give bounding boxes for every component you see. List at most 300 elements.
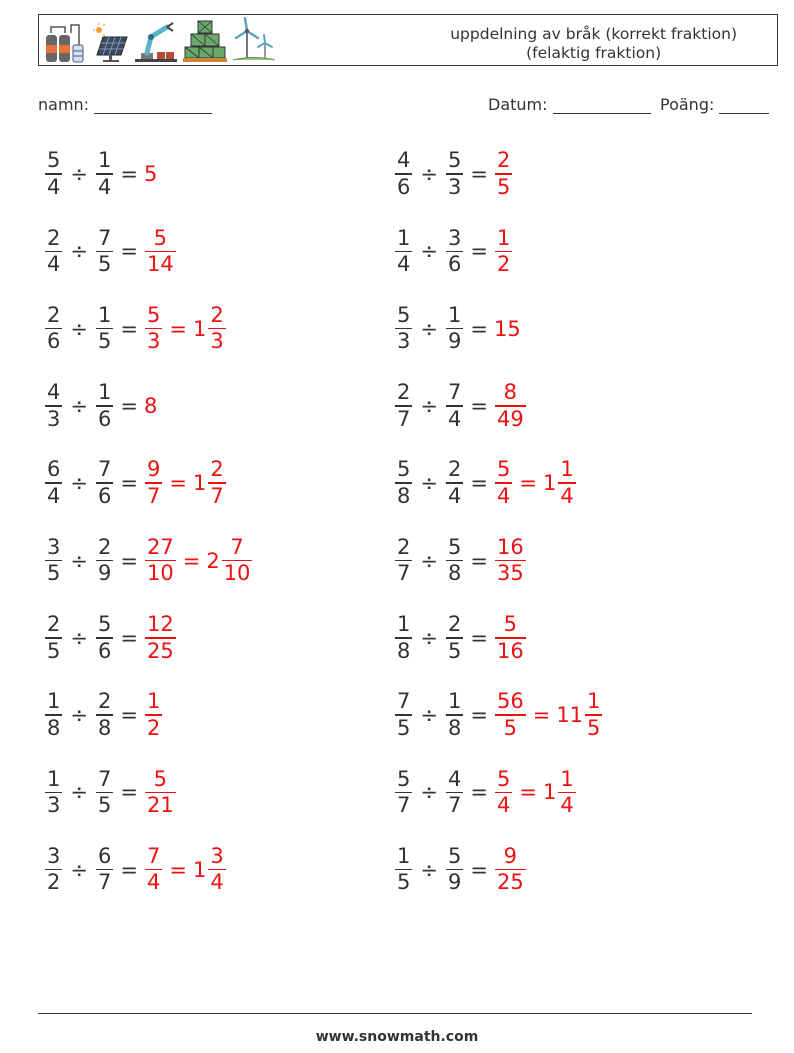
dividend-denominator: 4 <box>47 483 61 508</box>
answer <box>494 689 603 741</box>
divisor-denominator: 4 <box>447 406 462 431</box>
answer <box>144 226 177 278</box>
problem-3 <box>44 219 177 283</box>
divisor-numerator: 3 <box>447 225 462 250</box>
mixed-number-whole: 11 <box>556 703 584 728</box>
answer-numerator: 9 <box>146 457 161 482</box>
answer-equals-sign: = <box>182 548 201 573</box>
robot-arm-icon <box>135 19 177 63</box>
dividend-denominator: 8 <box>397 483 411 508</box>
mixed-number-numerator: 7 <box>230 534 244 559</box>
date-line[interactable] <box>553 97 651 114</box>
mixed-number-fraction <box>208 303 225 355</box>
dividend-numerator: 5 <box>47 148 61 173</box>
problem-18 <box>394 760 577 824</box>
gas-tanks-icon <box>43 23 87 63</box>
problem-12 <box>394 529 527 593</box>
equals-sign: = <box>120 316 138 341</box>
answer-numerator: 5 <box>153 766 168 791</box>
divisor-fraction <box>96 303 113 355</box>
dividend-numerator: 2 <box>397 534 411 559</box>
problem-17 <box>44 760 177 824</box>
dividend-numerator: 2 <box>47 612 61 637</box>
warehouse-crates-icon <box>183 19 227 63</box>
answer-numerator: 5 <box>496 457 511 482</box>
dividend-denominator: 8 <box>47 715 61 740</box>
divisor-fraction <box>96 148 113 200</box>
answer <box>144 767 177 819</box>
answer-denominator: 5 <box>496 174 511 199</box>
mixed-number-fraction <box>208 844 225 896</box>
problem-15 <box>44 683 163 747</box>
divisor-fraction <box>96 457 113 509</box>
problem-14 <box>394 606 527 670</box>
answer-fraction <box>495 457 512 509</box>
equals-sign: = <box>470 857 488 882</box>
answer-denominator: 2 <box>496 252 511 277</box>
mixed-number-denominator: 4 <box>210 870 224 895</box>
problem-4 <box>394 219 513 283</box>
dividend-denominator: 4 <box>397 252 411 277</box>
equals-sign: = <box>120 162 138 186</box>
answer-numerator: 16 <box>496 534 524 559</box>
divide-operator: ÷ <box>70 471 88 496</box>
answer <box>144 394 157 418</box>
answer <box>494 148 513 200</box>
dividend-numerator: 4 <box>47 380 61 405</box>
answer <box>494 535 527 587</box>
answer-numerator: 5 <box>153 225 168 250</box>
divisor-numerator: 4 <box>447 766 462 791</box>
problem-7 <box>44 374 157 438</box>
answer-denominator: 25 <box>146 638 174 663</box>
divisor-fraction <box>446 148 463 200</box>
mixed-number-denominator: 7 <box>210 483 224 508</box>
mixed-number-fraction <box>558 767 575 819</box>
answer <box>494 226 513 278</box>
equals-sign: = <box>120 625 138 650</box>
mixed-number-denominator: 5 <box>587 715 601 740</box>
divisor-denominator: 9 <box>447 329 462 354</box>
answer-equals-sign: = <box>519 780 537 805</box>
divisor-denominator: 5 <box>97 329 112 354</box>
title-line-2: (felaktig fraktion) <box>526 44 662 62</box>
equals-sign: = <box>120 471 138 496</box>
divisor-fraction <box>446 689 463 741</box>
mixed-number-denominator: 4 <box>560 483 574 508</box>
divide-operator: ÷ <box>70 393 88 418</box>
title-line-1: uppdelning av bråk (korrekt fraktion) <box>450 25 737 43</box>
dividend-denominator: 5 <box>397 870 411 895</box>
divisor-fraction <box>96 226 113 278</box>
dividend-numerator: 7 <box>397 689 411 714</box>
dividend-denominator: 5 <box>47 561 61 586</box>
answer <box>494 457 577 509</box>
mixed-number-denominator: 10 <box>223 561 251 586</box>
answer-fraction <box>495 767 512 819</box>
divisor-fraction <box>446 380 463 432</box>
dividend-fraction <box>45 380 62 432</box>
answer-numerator: 5 <box>496 766 511 791</box>
equals-sign: = <box>470 316 488 341</box>
answer-equals-sign: = <box>519 471 537 496</box>
problem-8 <box>394 374 527 438</box>
answer-numerator: 5 <box>503 612 518 637</box>
divide-operator: ÷ <box>70 703 88 728</box>
answer-equals-sign: = <box>169 316 187 341</box>
mixed-number-whole: 1 <box>542 471 557 496</box>
dividend-numerator: 3 <box>47 843 61 868</box>
answer <box>144 303 227 355</box>
divisor-numerator: 7 <box>97 225 112 250</box>
problem-19 <box>44 838 227 902</box>
answer-numerator: 56 <box>496 689 524 714</box>
dividend-denominator: 4 <box>47 174 61 199</box>
problem-6 <box>394 297 521 361</box>
divisor-fraction <box>446 535 463 587</box>
divisor-fraction <box>96 767 113 819</box>
dividend-denominator: 3 <box>47 793 61 818</box>
answer-denominator: 2 <box>146 715 161 740</box>
divisor-numerator: 5 <box>447 843 462 868</box>
answer-denominator: 16 <box>496 638 524 663</box>
answer-numerator: 7 <box>146 843 161 868</box>
divisor-numerator: 1 <box>97 380 112 405</box>
divisor-denominator: 4 <box>97 174 112 199</box>
divide-operator: ÷ <box>420 780 438 805</box>
mixed-number-denominator: 3 <box>210 329 224 354</box>
dividend-denominator: 7 <box>397 561 411 586</box>
solar-panel-icon <box>93 23 129 63</box>
divisor-fraction <box>96 689 113 741</box>
dividend-numerator: 2 <box>47 225 61 250</box>
dividend-denominator: 2 <box>47 870 61 895</box>
answer <box>494 380 527 432</box>
answer-fraction <box>145 457 162 509</box>
dividend-fraction <box>395 844 412 896</box>
dividend-numerator: 2 <box>47 302 61 327</box>
answer-fraction <box>495 844 526 896</box>
score-field[interactable] <box>660 95 769 114</box>
answer-denominator: 3 <box>146 329 161 354</box>
dividend-denominator: 7 <box>397 793 411 818</box>
answer <box>494 844 527 896</box>
answer-fraction <box>145 226 176 278</box>
mixed-number-fraction <box>558 457 575 509</box>
problem-2 <box>394 142 513 206</box>
answer-whole-number: 8 <box>143 393 158 418</box>
divisor-fraction <box>446 767 463 819</box>
divisor-denominator: 8 <box>447 715 462 740</box>
equals-sign: = <box>120 548 138 573</box>
answer-denominator: 21 <box>146 793 174 818</box>
answer-numerator: 27 <box>146 534 174 559</box>
dividend-denominator: 3 <box>47 406 61 431</box>
dividend-denominator: 8 <box>397 638 411 663</box>
dividend-denominator: 3 <box>397 329 411 354</box>
divisor-denominator: 5 <box>97 793 112 818</box>
divide-operator: ÷ <box>420 162 438 186</box>
problem-1 <box>44 142 157 206</box>
equals-sign: = <box>120 703 138 728</box>
answer <box>144 612 177 664</box>
dividend-fraction <box>45 148 62 200</box>
problem-9 <box>44 451 227 515</box>
dividend-denominator: 5 <box>47 638 61 663</box>
answer-fraction <box>495 535 526 587</box>
dividend-numerator: 1 <box>47 766 61 791</box>
dividend-numerator: 1 <box>397 225 411 250</box>
problem-16 <box>394 683 603 747</box>
divisor-fraction <box>96 844 113 896</box>
divisor-denominator: 3 <box>447 174 462 199</box>
answer-fraction <box>495 226 512 278</box>
mixed-number-numerator: 2 <box>210 302 224 327</box>
divide-operator: ÷ <box>70 857 88 882</box>
answer-fraction <box>145 689 162 741</box>
dividend-fraction <box>45 457 62 509</box>
divisor-numerator: 2 <box>447 612 462 637</box>
divisor-denominator: 9 <box>447 870 462 895</box>
divisor-denominator: 5 <box>97 252 112 277</box>
answer-denominator: 14 <box>146 252 174 277</box>
answer-fraction <box>145 612 176 664</box>
dividend-fraction <box>395 148 412 200</box>
problem-20 <box>394 838 527 902</box>
equals-sign: = <box>470 780 488 805</box>
dividend-fraction <box>395 303 412 355</box>
answer-fraction <box>495 148 512 200</box>
mixed-number-whole: 1 <box>192 471 207 496</box>
answer-fraction <box>495 380 526 432</box>
divisor-fraction <box>96 380 113 432</box>
answer <box>144 844 227 896</box>
name-line[interactable] <box>94 97 212 114</box>
divisor-numerator: 2 <box>447 457 462 482</box>
answer-denominator: 5 <box>503 715 518 740</box>
divisor-fraction <box>96 535 113 587</box>
divisor-numerator: 7 <box>97 766 112 791</box>
equals-sign: = <box>120 780 138 805</box>
answer-equals-sign: = <box>169 857 187 882</box>
dividend-numerator: 1 <box>47 689 61 714</box>
answer-numerator: 8 <box>503 380 518 405</box>
mixed-number-numerator: 1 <box>587 689 601 714</box>
divisor-numerator: 5 <box>97 612 112 637</box>
divisor-numerator: 2 <box>97 534 112 559</box>
dividend-fraction <box>45 767 62 819</box>
answer <box>144 162 157 186</box>
dividend-fraction <box>395 226 412 278</box>
equals-sign: = <box>120 393 138 418</box>
dividend-denominator: 5 <box>397 715 411 740</box>
divisor-numerator: 5 <box>447 534 462 559</box>
answer-whole-number: 5 <box>143 162 158 186</box>
score-line[interactable] <box>719 97 769 114</box>
divide-operator: ÷ <box>420 239 438 264</box>
footer-site: www.snowmath.com <box>315 1029 479 1045</box>
divide-operator: ÷ <box>70 316 88 341</box>
divide-operator: ÷ <box>70 548 88 573</box>
mixed-number-numerator: 1 <box>560 457 574 482</box>
divisor-denominator: 6 <box>97 406 112 431</box>
dividend-fraction <box>45 844 62 896</box>
equals-sign: = <box>120 857 138 882</box>
answer-numerator: 9 <box>503 843 518 868</box>
divide-operator: ÷ <box>420 316 438 341</box>
dividend-fraction <box>45 612 62 664</box>
answer <box>144 535 253 587</box>
divisor-denominator: 9 <box>97 561 112 586</box>
divide-operator: ÷ <box>70 780 88 805</box>
date-label: Datum: <box>488 95 548 114</box>
divisor-numerator: 1 <box>447 302 462 327</box>
divide-operator: ÷ <box>420 703 438 728</box>
date-field[interactable] <box>488 95 651 114</box>
answer <box>494 767 577 819</box>
divide-operator: ÷ <box>420 471 438 496</box>
dividend-numerator: 5 <box>397 457 411 482</box>
mixed-number-whole: 1 <box>192 316 207 341</box>
answer-numerator: 1 <box>146 689 161 714</box>
problem-5 <box>44 297 227 361</box>
wind-turbine-icon <box>233 17 275 63</box>
answer <box>494 612 527 664</box>
answer-fraction <box>145 303 162 355</box>
equals-sign: = <box>470 162 488 186</box>
dividend-numerator: 5 <box>397 302 411 327</box>
mixed-number-whole: 1 <box>542 780 557 805</box>
divisor-numerator: 2 <box>97 689 112 714</box>
dividend-fraction <box>395 612 412 664</box>
problem-10 <box>394 451 577 515</box>
answer-denominator: 35 <box>496 561 524 586</box>
divisor-fraction <box>96 612 113 664</box>
answer-denominator: 7 <box>146 483 161 508</box>
answer-numerator: 2 <box>496 148 511 173</box>
divisor-fraction <box>446 303 463 355</box>
dividend-numerator: 4 <box>397 148 411 173</box>
dividend-fraction <box>45 226 62 278</box>
answer-fraction <box>495 612 526 664</box>
dividend-denominator: 7 <box>397 406 411 431</box>
answer-fraction <box>145 535 176 587</box>
divisor-denominator: 8 <box>447 561 462 586</box>
equals-sign: = <box>470 471 488 496</box>
divide-operator: ÷ <box>420 548 438 573</box>
score-label: Poäng: <box>660 95 715 114</box>
divide-operator: ÷ <box>70 625 88 650</box>
answer <box>494 317 521 341</box>
mixed-number-denominator: 4 <box>560 793 574 818</box>
dividend-fraction <box>395 689 412 741</box>
equals-sign: = <box>470 703 488 728</box>
dividend-fraction <box>395 535 412 587</box>
divide-operator: ÷ <box>420 625 438 650</box>
header-box <box>38 14 778 66</box>
divisor-fraction <box>446 844 463 896</box>
answer-denominator: 4 <box>496 793 511 818</box>
answer-numerator: 5 <box>146 302 161 327</box>
dividend-numerator: 1 <box>397 612 411 637</box>
dividend-fraction <box>45 303 62 355</box>
divide-operator: ÷ <box>70 239 88 264</box>
answer-whole-number: 15 <box>493 316 521 341</box>
footer-divider <box>38 1013 752 1014</box>
mixed-number-numerator: 1 <box>560 766 574 791</box>
answer-equals-sign: = <box>532 703 551 728</box>
equals-sign: = <box>470 548 488 573</box>
divisor-numerator: 5 <box>447 148 462 173</box>
divide-operator: ÷ <box>70 162 88 186</box>
mixed-number-fraction <box>222 535 253 587</box>
divisor-numerator: 1 <box>97 302 112 327</box>
mixed-number-numerator: 3 <box>210 843 224 868</box>
dividend-numerator: 5 <box>397 766 411 791</box>
divisor-fraction <box>446 226 463 278</box>
divide-operator: ÷ <box>420 393 438 418</box>
divisor-numerator: 6 <box>97 843 112 868</box>
divisor-fraction <box>446 457 463 509</box>
name-label: namn: <box>38 95 90 114</box>
equals-sign: = <box>470 239 488 264</box>
mixed-number-whole: 2 <box>206 548 220 573</box>
answer-fraction <box>145 844 162 896</box>
divisor-denominator: 6 <box>97 483 112 508</box>
worksheet-title <box>450 25 737 63</box>
divisor-numerator: 7 <box>97 457 112 482</box>
divisor-denominator: 6 <box>97 638 112 663</box>
dividend-fraction <box>395 380 412 432</box>
answer-numerator: 12 <box>146 612 174 637</box>
divide-operator: ÷ <box>420 857 438 882</box>
answer-denominator: 10 <box>146 561 174 586</box>
divisor-denominator: 8 <box>97 715 112 740</box>
divisor-denominator: 4 <box>447 483 462 508</box>
dividend-denominator: 6 <box>397 174 411 199</box>
dividend-fraction <box>45 689 62 741</box>
answer-numerator: 1 <box>496 225 511 250</box>
answer-fraction <box>145 767 176 819</box>
mixed-number-fraction <box>585 689 602 741</box>
answer-equals-sign: = <box>169 471 187 496</box>
header-icons <box>43 17 275 63</box>
dividend-numerator: 6 <box>47 457 61 482</box>
mixed-number-fraction <box>208 457 225 509</box>
answer-denominator: 4 <box>496 483 511 508</box>
equals-sign: = <box>120 239 138 264</box>
dividend-fraction <box>395 457 412 509</box>
dividend-numerator: 2 <box>397 380 411 405</box>
divisor-denominator: 7 <box>97 870 112 895</box>
dividend-fraction <box>395 767 412 819</box>
divisor-numerator: 1 <box>447 689 462 714</box>
answer-denominator: 4 <box>146 870 161 895</box>
answer-denominator: 25 <box>496 870 524 895</box>
dividend-fraction <box>45 535 62 587</box>
problem-13 <box>44 606 177 670</box>
dividend-numerator: 3 <box>47 534 61 559</box>
name-field[interactable] <box>38 95 212 114</box>
dividend-denominator: 4 <box>47 252 61 277</box>
mixed-number-whole: 1 <box>192 857 207 882</box>
divisor-denominator: 5 <box>447 638 462 663</box>
divisor-numerator: 7 <box>447 380 462 405</box>
divisor-denominator: 6 <box>447 252 462 277</box>
divisor-denominator: 7 <box>447 793 462 818</box>
divisor-numerator: 1 <box>97 148 112 173</box>
divisor-fraction <box>446 612 463 664</box>
